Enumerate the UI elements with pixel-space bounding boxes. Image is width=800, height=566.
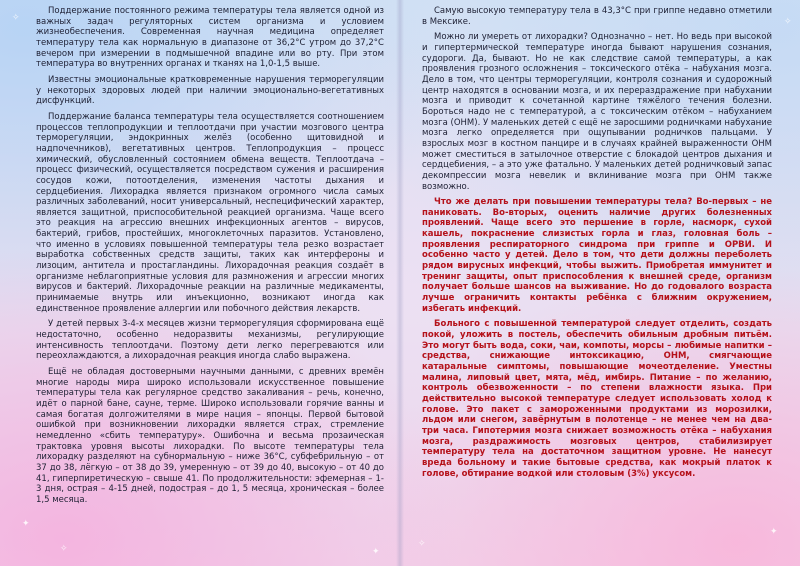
- right-page: [400, 0, 800, 566]
- sparkle-decoration: ✧: [418, 539, 426, 549]
- right-page-text: [422, 6, 772, 479]
- paragraph: Поддержание постоянного режима температуры тела является одной из важных задач регуляторных систем организма и условием жизнеобеспечения. Современная научная медицина определяет температуру тела как нормальную в диапазоне от 36,2°C утром до 37,2°C вечером при измерении в подмышечной впадине или во рту. При этом температура во внутренних органах и тканях на 1,0-1,5 выше.: [36, 6, 384, 70]
- paragraph: Поддержание баланса температуры тела осуществляется соотношением процессов теплопродукции и теплоотдачи при участии мозгового центра терморегуляции, эндокринных желёз (особенно щитовидной и надпочечников), вегетативных центров. Теплопродукция – процесс химический, обусловленный состоянием обмена веществ. Теплоотдача – процесс физический, осуществляется посредством сужения и расширения сосудов кожи, потоотделения, изменения частоты дыхания и сердцебиения. Лихорадка является признаком огромного числа самых различных заболеваний, носит универсальный, неспецифический характер, является защитной, приспособительной реакцией организма. Чаще всего это реакция на агрессию внешних инфекционных агентов – вирусов, бактерий, грибов, простейших, многоклеточных паразитов. Установлено, что именно в условиях повышенной температуры тела резко возрастает выработка собственных средств защиты, таких как интерфероны и лизоцим, антитела и простагландины. Лихорадочная реакция создаёт в организме неблагоприятные условия для размножения и агрессии многих вирусов и бактерий. Лихорадочные реакции на различные медикаменты, принимаемые внутрь или инъекционно, возникают иногда как единственное проявление аллергии или побочного действия лекарств.: [36, 111, 384, 314]
- sparkle-decoration: ✧: [60, 544, 68, 554]
- sparkle-decoration: ✧: [12, 13, 20, 23]
- paragraph: Можно ли умереть от лихорадки? Однозначно – нет. Но ведь при высокой и гипертермической температуре иногда бывают нарушения сознания, судороги. Да, бывают. Но не как следствие самой температуры, а как проявления грозного осложнения – токсического отёка – набухания мозга. Дело в том, что центры терморегуляции, контроля сознания и судорожный центр находятся в основании мозга, и их перераздражение при набухании мозга и приводит к сочетанной картине тяжёлого течения болезни. Бороться надо не с температурой, а с токсическим отёком – набуханием мозга (ОНМ). У маленьких детей с ещё не заросшими родничками набухание мозга легко определяется при ощупывании родничков пальцами. У взрослых мозг в костном панцире и в случаях крайней выраженности ОНМ может сместиться в затылочное отверстие с блокадой центров дыхания и сердцебиения, – а это уже фатально. У маленьких детей родничковый запас декомпрессии мозга невелик и вклинивание мозга при ОНМ также возможно.: [422, 32, 772, 192]
- paragraph: У детей первых 3-4-х месяцев жизни терморегуляция сформирована ещё недостаточно, особенно недоразвиты механизмы, регулирующие интенсивность теплоотдачи. Поэтому дети легко перегреваются или переохлаждаются, а лихорадочная реакция иногда слабо выражена.: [36, 319, 384, 362]
- paragraph: Известны эмоциональные кратковременные нарушения терморегуляции у некоторых здоровых людей при наличии эмоционально-вегетативных дисфункций.: [36, 74, 384, 107]
- paragraph: Ещё не обладая достоверными научными данными, с древних времён многие народы мира широко использовали искусственное повышение температуры тела как регулярное средство закаливания – речь, конечно, идёт о парной бане, сауне, терме. Широко использовали горячие ванны и самая богатая долгожителями в мире нация – японцы. Первой бытовой ошибкой при возникновении лихорадки является страх, стремление немедленно «сбить температуру». Ошибочна и весьма прозаическая трактовка уровня высоты лихорадки. По высоте температуры тела лихорадку разделяют на субнормальную – ниже 36°C, субфебрильную – от 37 до 38, лёгкую – от 38 до 39, умеренную – от 39 до 40, высокую – от 40 до 41, гиперпиретическую – свыше 41. По продолжительности: эфемерная – 1-3 дня, острая – 4-15 дней, подострая – до 1, 5 месяца, хроническая – более 1,5 месяца.: [36, 367, 384, 505]
- sparkle-decoration: ✦: [770, 527, 778, 537]
- highlight-paragraph: Больного с повышенной температурой следует отделить, создать покой, уложить в постель, обеспечить обильным дробным питьём. Это могут быть вода, соки, чаи, компоты, морсы – любимые напитки – средства, снижающие интоксикацию, ОНМ, смягчающие катаральные симптомы, повышающие мочеотделение. Уместны малина, липовый цвет, мята, мёд, имбирь. Питание – по желанию, контроль обезвоженности – по степени влажности языка. При действительно высокой температуре следует использовать холод к голове. Это пакет с замороженными продуктами из морозилки, льдом или снегом, завёрнутым в полотенце – не менее чем на два-три часа. Гипотермия мозга снижает возможность отёка – набухания мозга, раздражимость мозговых центров, стабилизирует температуру тела на достаточном защитном уровне. Не нанесут вреда больному и такие бытовые средства, как мокрый платок к голове, обтирание водкой или столовым (3%) уксусом.: [422, 319, 772, 479]
- sparkle-decoration: ✦: [372, 547, 380, 557]
- sparkle-decoration: ✧: [784, 17, 792, 27]
- sparkle-decoration: ✦: [22, 519, 30, 529]
- paragraph: Самую высокую температуру тела в 43,3°C при гриппе недавно отметили в Мексике.: [422, 6, 772, 27]
- highlight-paragraph: Что же делать при повышении температуры тела? Во-первых – не паниковать. Во-вторых, оценить наличие других болезненных проявлений. Чаще всего это першение в горле, насморк, сухой кашель, покраснение слизистых горла и глаз, головная боль – проявления респираторного синдрома при гриппе и ОРВИ. И особенно часто у детей. Дело в том, что дети должны переболеть рядом вирусных инфекций, чтобы выжить. Приобретая иммунитет и тренинг защиты, опыт приспособления к внешней среде, организм получает больше шансов на выживание. Но до годовалого возраста лучше ограничить контакты ребёнка с ближним окружением, избегать инфекций.: [422, 197, 772, 314]
- left-page-text: [36, 6, 384, 506]
